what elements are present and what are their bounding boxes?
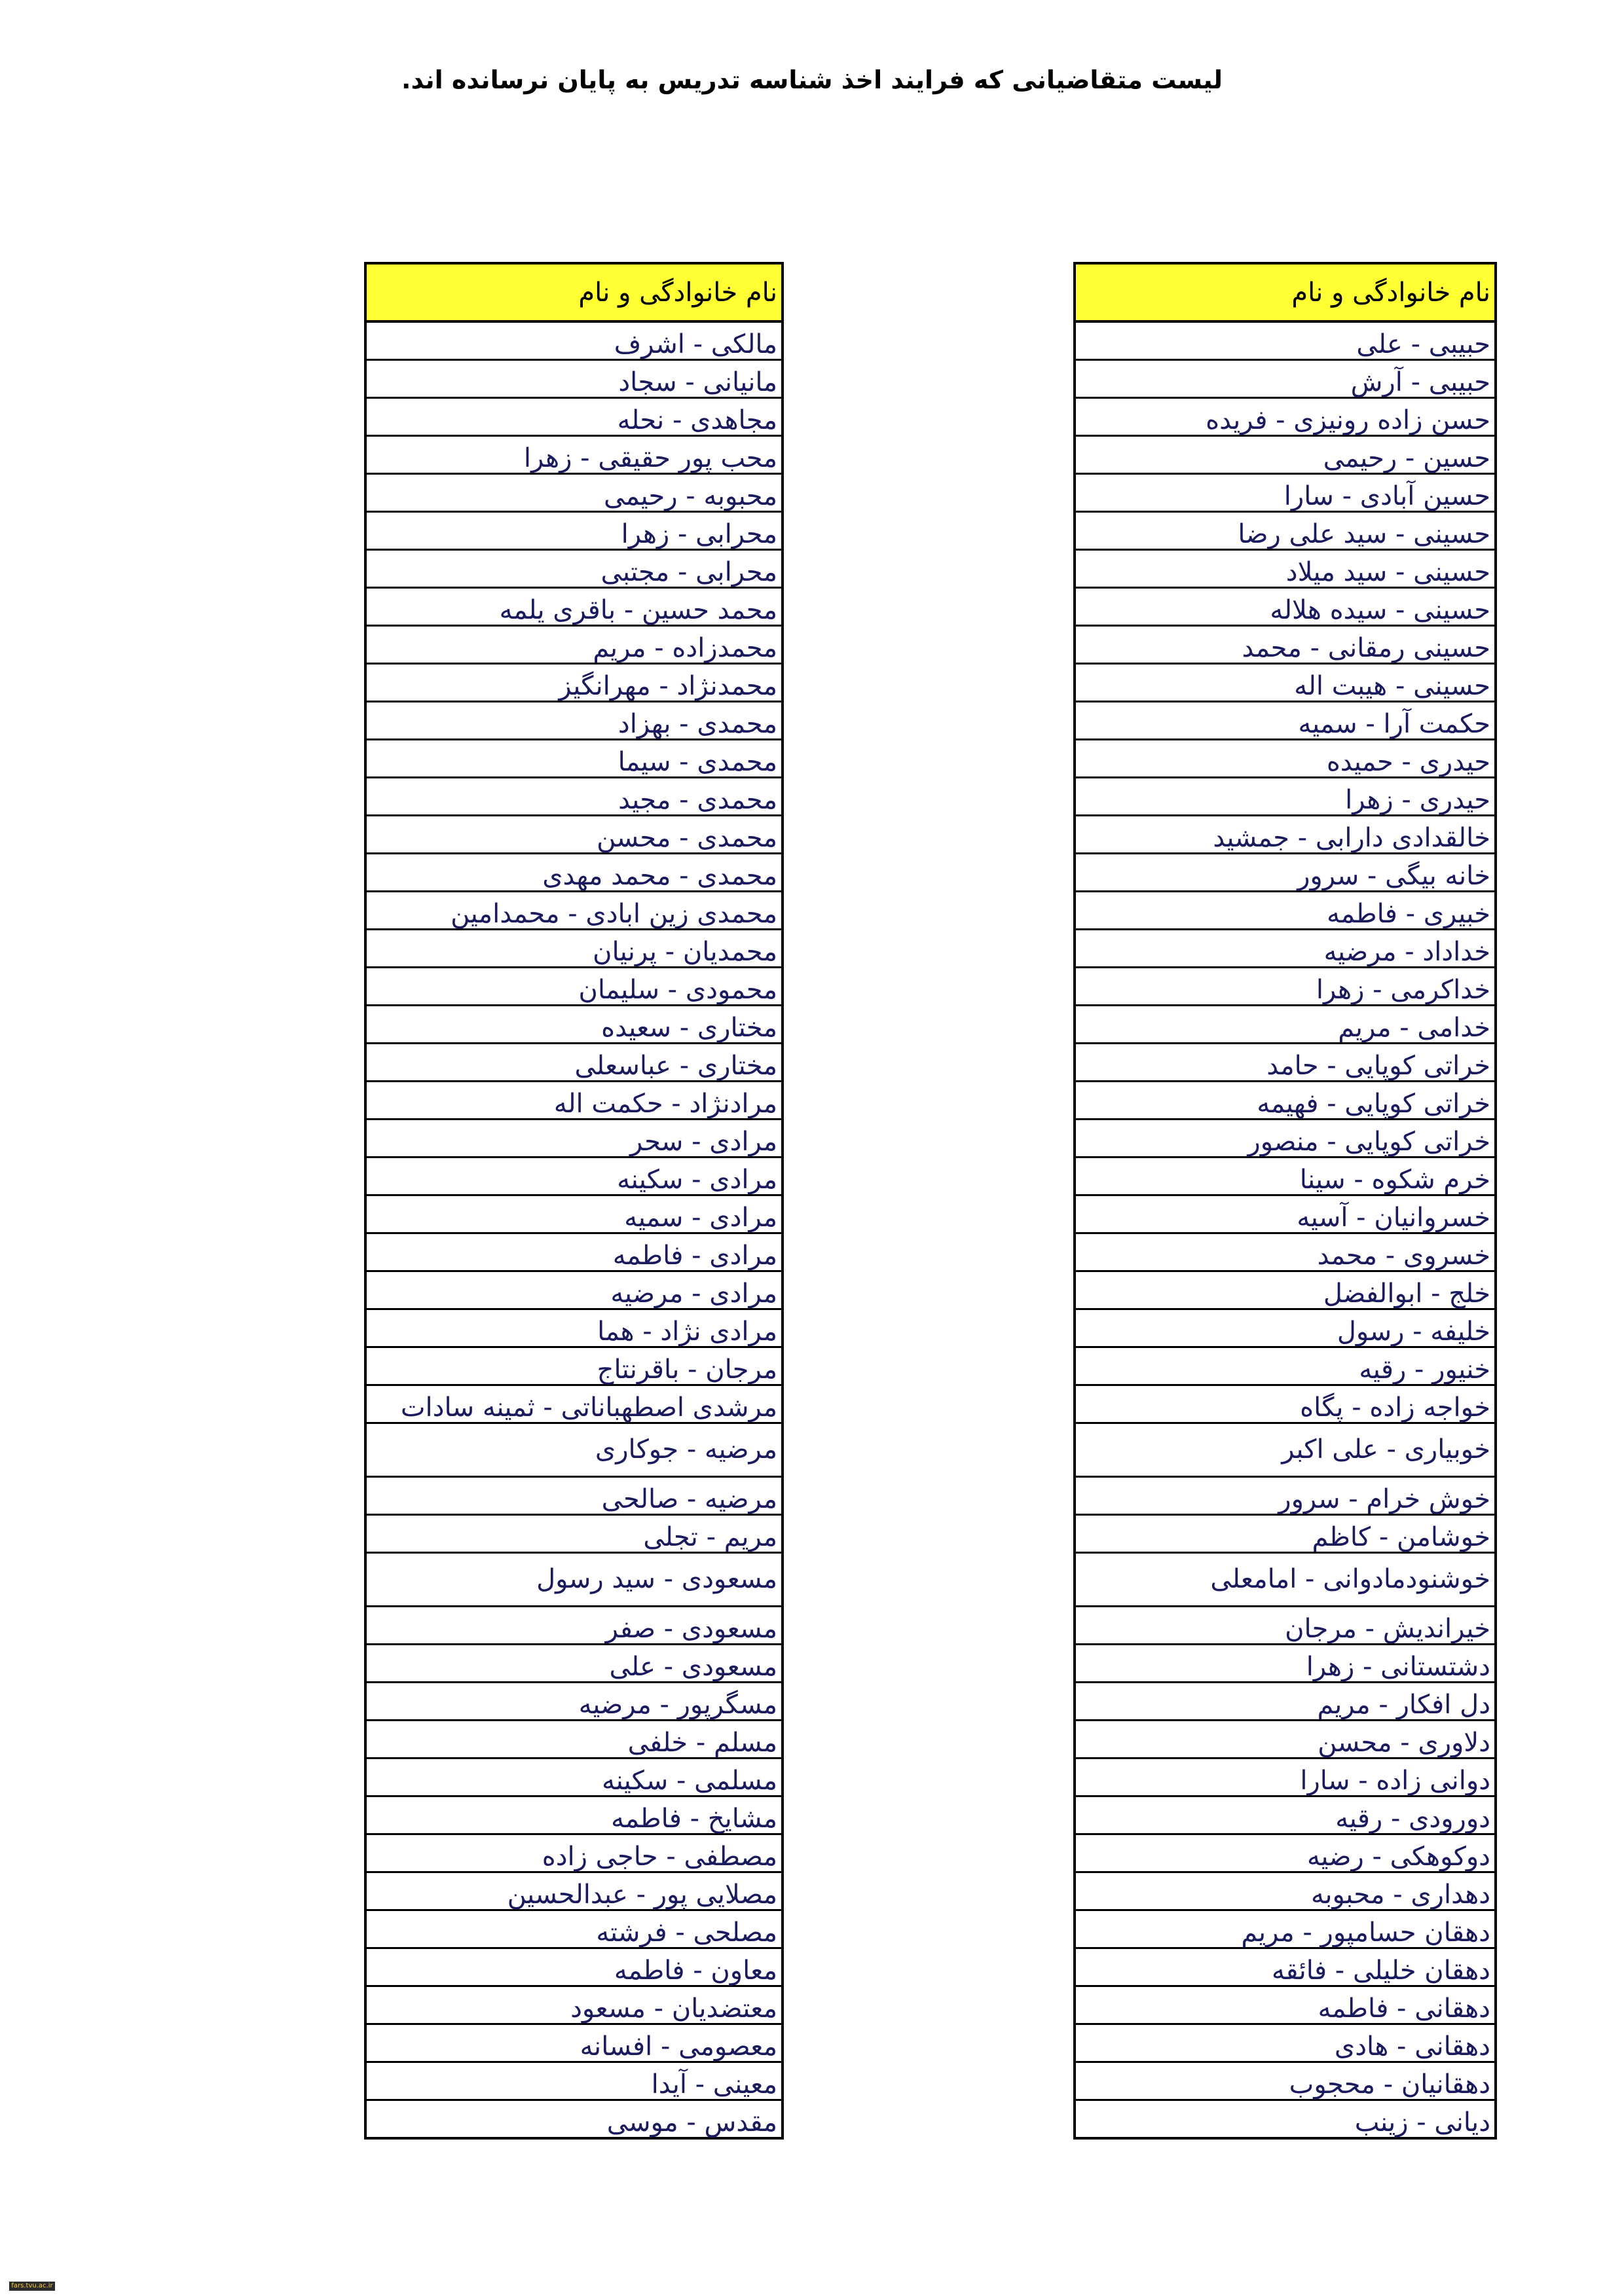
name-cell: مرادی نژاد - هما [365, 1309, 783, 1347]
name-cell: حسینی - سید علی رضا [1075, 512, 1496, 550]
table-row [1075, 1515, 1496, 1553]
table-row [1075, 1796, 1496, 1834]
name-cell: محمدیان - پرنیان [365, 930, 783, 968]
table-row [1075, 1423, 1496, 1477]
names-table-right [1073, 262, 1497, 2140]
name-cell: مرادی - سحر [365, 1120, 783, 1157]
column-header: نام خانوادگی و نام [1075, 263, 1496, 321]
table-row [1075, 436, 1496, 474]
table-row [1075, 1347, 1496, 1385]
table-row [1075, 474, 1496, 512]
name-cell: خواجه زاده - پگاه [1075, 1385, 1496, 1423]
table-row [365, 778, 783, 816]
name-cell: دهقان خلیلی - فائقه [1075, 1948, 1496, 1986]
name-cell: محمد حسین - باقری یلمه [365, 588, 783, 626]
name-cell: مختاری - سعیده [365, 1006, 783, 1044]
table-row [1075, 968, 1496, 1006]
name-cell: مرضیه - صالحی [365, 1477, 783, 1515]
table-row [1075, 1948, 1496, 1986]
table-row [1075, 512, 1496, 550]
name-cell: خسروانیان - آسیه [1075, 1195, 1496, 1233]
name-cell: خیراندیش - مرجان [1075, 1607, 1496, 1645]
name-cell: خنیور - رقیه [1075, 1347, 1496, 1385]
name-cell: خدامی - مریم [1075, 1006, 1496, 1044]
table-row [1075, 1910, 1496, 1948]
name-cell: دهقان حسامپور - مریم [1075, 1910, 1496, 1948]
name-cell: مرادی - فاطمه [365, 1233, 783, 1271]
name-cell: محمدی - سیما [365, 740, 783, 778]
name-cell: خراتی کوپایی - حامد [1075, 1044, 1496, 1082]
name-cell: خداداد - مرضیه [1075, 930, 1496, 968]
name-cell: مصلایی پور - عبدالحسین [365, 1872, 783, 1910]
table-row [1075, 550, 1496, 588]
table-row [1075, 1477, 1496, 1515]
table-row [365, 1044, 783, 1082]
table-row [1075, 702, 1496, 740]
table-row [1075, 854, 1496, 892]
name-cell: مقدس - موسی [365, 2100, 783, 2139]
name-cell: حیدری - زهرا [1075, 778, 1496, 816]
table-row [365, 968, 783, 1006]
name-cell: مختاری - عباسعلی [365, 1044, 783, 1082]
table-row [1075, 1006, 1496, 1044]
name-cell: مسلمی - سکینه [365, 1758, 783, 1796]
name-cell: محمدی - بهزاد [365, 702, 783, 740]
name-cell: مسعودی - صفر [365, 1607, 783, 1645]
table-row [365, 1910, 783, 1948]
table-row [365, 1120, 783, 1157]
name-cell: محمدی - محمد مهدی [365, 854, 783, 892]
table-row [1075, 816, 1496, 854]
name-cell: خوش خرام - سرور [1075, 1477, 1496, 1515]
name-cell: مسگرپور - مرضیه [365, 1683, 783, 1721]
name-cell: دهقانی - فاطمه [1075, 1986, 1496, 2024]
name-cell: خبیری - فاطمه [1075, 892, 1496, 930]
table-row [365, 854, 783, 892]
name-cell: دوکوهکی - رضیه [1075, 1834, 1496, 1872]
table-row [1075, 1309, 1496, 1347]
table-row [365, 1006, 783, 1044]
name-cell: دلاوری - محسن [1075, 1721, 1496, 1758]
name-cell: مرادی - مرضیه [365, 1271, 783, 1309]
table-row [1075, 740, 1496, 778]
name-cell: مسعودی - سید رسول [365, 1553, 783, 1607]
name-cell: مجاهدی - نحله [365, 398, 783, 436]
table-row [365, 1948, 783, 1986]
name-cell: خسروی - محمد [1075, 1233, 1496, 1271]
table-row [1075, 1082, 1496, 1120]
name-cell: محرابی - مجتبی [365, 550, 783, 588]
name-cell: حسین آبادی - سارا [1075, 474, 1496, 512]
table-row [365, 1986, 783, 2024]
name-cell: خراتی کوپایی - منصور [1075, 1120, 1496, 1157]
table-row [365, 2100, 783, 2139]
table-row [365, 436, 783, 474]
name-cell: محمدنژاد - مهرانگیز [365, 664, 783, 702]
name-cell: محمدی زین ابادی - محمدامین [365, 892, 783, 930]
name-cell: محمدزاده - مریم [365, 626, 783, 664]
name-cell: محرابی - زهرا [365, 512, 783, 550]
table-row [365, 1385, 783, 1423]
table-row [1075, 1607, 1496, 1645]
table-row [1075, 1385, 1496, 1423]
table-row [1075, 588, 1496, 626]
name-cell: مرشدی اصطهباناتی - ثمینه سادات [365, 1385, 783, 1423]
name-cell: حکمت آرا - سمیه [1075, 702, 1496, 740]
footer-logo[interactable]: fars.tvu.ac.ir [9, 2282, 55, 2291]
name-cell: محمدی - مجید [365, 778, 783, 816]
name-cell: مالکی - اشرف [365, 321, 783, 360]
table-row [1075, 1044, 1496, 1082]
page-title: لیست متقاضیانی که فرایند اخذ شناسه تدریس به پایان نرسانده اند. [401, 65, 1223, 94]
table-row [1075, 1233, 1496, 1271]
table-row [365, 1796, 783, 1834]
name-cell: مرادی - سکینه [365, 1157, 783, 1195]
table-row [365, 1758, 783, 1796]
name-cell: محبوبه - رحیمی [365, 474, 783, 512]
table-row [365, 1477, 783, 1515]
table-row [365, 550, 783, 588]
table-row [365, 512, 783, 550]
table-row [365, 1233, 783, 1271]
table-row [365, 588, 783, 626]
table-row [365, 1309, 783, 1347]
table-row [365, 360, 783, 398]
table-row [365, 321, 783, 360]
table-row [1075, 664, 1496, 702]
name-cell: دهداری - محبوبه [1075, 1872, 1496, 1910]
table-row [365, 626, 783, 664]
table-row [1075, 1834, 1496, 1872]
name-cell: مشایخ - فاطمه [365, 1796, 783, 1834]
name-cell: دیانی - زینب [1075, 2100, 1496, 2139]
table-row [365, 474, 783, 512]
table-row [1075, 398, 1496, 436]
table-row [365, 2024, 783, 2062]
name-cell: مسلم - خلفی [365, 1721, 783, 1758]
name-cell: حبیبی - علی [1075, 321, 1496, 360]
table-row [365, 702, 783, 740]
name-cell: حسین - رحیمی [1075, 436, 1496, 474]
table-row [1075, 930, 1496, 968]
name-cell: دهقانیان - محجوب [1075, 2062, 1496, 2100]
table-row [1075, 1683, 1496, 1721]
name-cell: معینی - آیدا [365, 2062, 783, 2100]
name-cell: معاون - فاطمه [365, 1948, 783, 1986]
table-row [365, 2062, 783, 2100]
name-cell: معتضدیان - مسعود [365, 1986, 783, 2024]
table-row [1075, 2062, 1496, 2100]
table-row [365, 1271, 783, 1309]
table-row [1075, 1553, 1496, 1607]
name-cell: حسینی - هیبت اله [1075, 664, 1496, 702]
table-row [365, 1157, 783, 1195]
table-row [365, 1683, 783, 1721]
table-row [365, 930, 783, 968]
name-cell: مریم - تجلی [365, 1515, 783, 1553]
table-row [1075, 1271, 1496, 1309]
table-row [365, 1515, 783, 1553]
name-cell: حیدری - حمیده [1075, 740, 1496, 778]
name-cell: مرضیه - جوکاری [365, 1423, 783, 1477]
table-row [365, 398, 783, 436]
name-cell: خالقدادی دارابی - جمشید [1075, 816, 1496, 854]
table-row [1075, 1721, 1496, 1758]
table-row [365, 1082, 783, 1120]
name-cell: دل افکار - مریم [1075, 1683, 1496, 1721]
table-row [1075, 1986, 1496, 2024]
table-row [1075, 1120, 1496, 1157]
table-row [365, 1347, 783, 1385]
name-cell: خداکرمی - زهرا [1075, 968, 1496, 1006]
name-cell: حسینی - سیده هلاله [1075, 588, 1496, 626]
name-cell: مرادی - سمیه [365, 1195, 783, 1233]
name-cell: خلج - ابوالفضل [1075, 1271, 1496, 1309]
name-cell: خوشامن - کاظم [1075, 1515, 1496, 1553]
table-row [1075, 1157, 1496, 1195]
table-row [1075, 321, 1496, 360]
table-row [1075, 1758, 1496, 1796]
name-cell: مرجان - باقرنتاج [365, 1347, 783, 1385]
table-row [365, 1721, 783, 1758]
table-row [1075, 1645, 1496, 1683]
name-cell: مصطفی - حاجی زاده [365, 1834, 783, 1872]
table-row [1075, 626, 1496, 664]
table-row [365, 1872, 783, 1910]
name-cell: دورودی - رقیه [1075, 1796, 1496, 1834]
table-row [365, 1195, 783, 1233]
table-row [1075, 1195, 1496, 1233]
name-cell: مصلحی - فرشته [365, 1910, 783, 1948]
column-header: نام خانوادگی و نام [365, 263, 783, 321]
name-cell: محمدی - محسن [365, 816, 783, 854]
name-cell: حسن زاده رونیزی - فریده [1075, 398, 1496, 436]
name-cell: مانیانی - سجاد [365, 360, 783, 398]
table-row [365, 892, 783, 930]
table-row [1075, 1872, 1496, 1910]
names-list-left [365, 321, 783, 2138]
name-cell: دهقانی - هادی [1075, 2024, 1496, 2062]
header-row [365, 263, 783, 321]
name-cell: خانه بیگی - سرور [1075, 854, 1496, 892]
name-cell: خوشنودمادوانی - امامعلی [1075, 1553, 1496, 1607]
name-cell: مرادنژاد - حکمت اله [365, 1082, 783, 1120]
name-cell: خوبیاری - علی اکبر [1075, 1423, 1496, 1477]
name-cell: حبیبی - آرش [1075, 360, 1496, 398]
table-row [365, 1834, 783, 1872]
table-row [365, 1423, 783, 1477]
name-cell: خراتی کوپایی - فهیمه [1075, 1082, 1496, 1120]
header-row [1075, 263, 1496, 321]
name-cell: حسینی رمقانی - محمد [1075, 626, 1496, 664]
names-list-right [1075, 321, 1496, 2138]
name-cell: محب پور حقیقی - زهرا [365, 436, 783, 474]
table-row [365, 1607, 783, 1645]
table-row [1075, 2100, 1496, 2139]
name-cell: حسینی - سید میلاد [1075, 550, 1496, 588]
table-row [365, 816, 783, 854]
table-row [365, 1553, 783, 1607]
name-cell: معصومی - افسانه [365, 2024, 783, 2062]
table-row [365, 664, 783, 702]
name-cell: خرم شکوه - سینا [1075, 1157, 1496, 1195]
table-row [1075, 360, 1496, 398]
table-row [1075, 892, 1496, 930]
table-row [1075, 778, 1496, 816]
names-table-left [364, 262, 784, 2140]
name-cell: مسعودی - علی [365, 1645, 783, 1683]
name-cell: محمودی - سلیمان [365, 968, 783, 1006]
table-row [1075, 2024, 1496, 2062]
table-row [365, 1645, 783, 1683]
name-cell: خلیفه - رسول [1075, 1309, 1496, 1347]
name-cell: دوانی زاده - سارا [1075, 1758, 1496, 1796]
name-cell: دشتستانی - زهرا [1075, 1645, 1496, 1683]
table-row [365, 740, 783, 778]
